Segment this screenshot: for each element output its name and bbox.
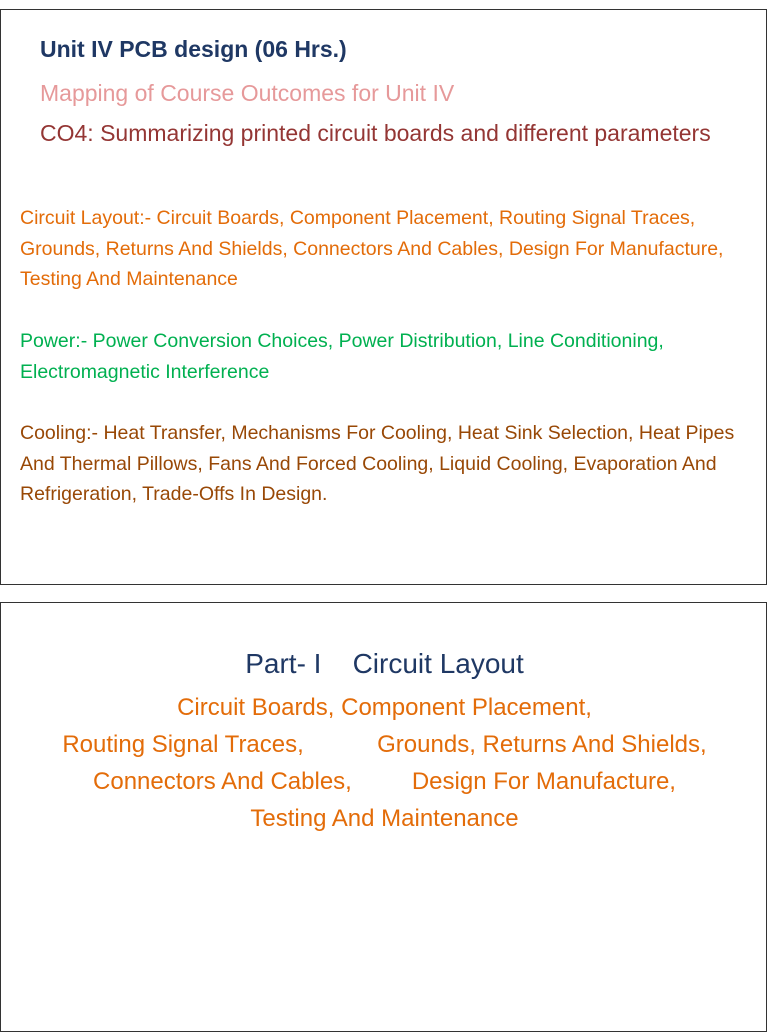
part-title: Part- I Circuit Layout <box>245 648 524 679</box>
slide-2 <box>0 602 767 1032</box>
topic-line: Testing And Maintenance <box>250 805 519 832</box>
course-outcome-statement: CO4: Summarizing printed circuit boards and different parameters <box>40 120 711 146</box>
mapping-heading: Mapping of Course Outcomes for Unit IV <box>40 80 455 106</box>
cooling-topics: Cooling:- Heat Transfer, Mechanisms For Cooling, Heat Sink Selection, Heat Pipes And Thermal Pillows, Fans And Forced Cooling, Liquid Cooling, Evaporation And Refrigeration, Trade-Offs In Design. <box>20 422 735 505</box>
topic-line: Routing Signal Traces, Grounds, Returns And Shields, <box>62 731 707 758</box>
circuit-layout-list <box>1 689 768 837</box>
topic-line: Circuit Boards, Component Placement, <box>177 694 592 721</box>
slide-1 <box>0 9 767 585</box>
circuit-layout-topics: Circuit Layout:- Circuit Boards, Component Placement, Routing Signal Traces, Grounds, Returns And Shields, Connectors And Cables, Design For Manufacture, Testing And Maintenance <box>20 207 724 290</box>
unit-title: Unit IV PCB design (06 Hrs.) <box>40 36 347 62</box>
power-topics: Power:- Power Conversion Choices, Power Distribution, Line Conditioning, Electromagnetic Interference <box>20 330 664 383</box>
topic-line: Connectors And Cables, Design For Manufacture, <box>93 768 676 795</box>
